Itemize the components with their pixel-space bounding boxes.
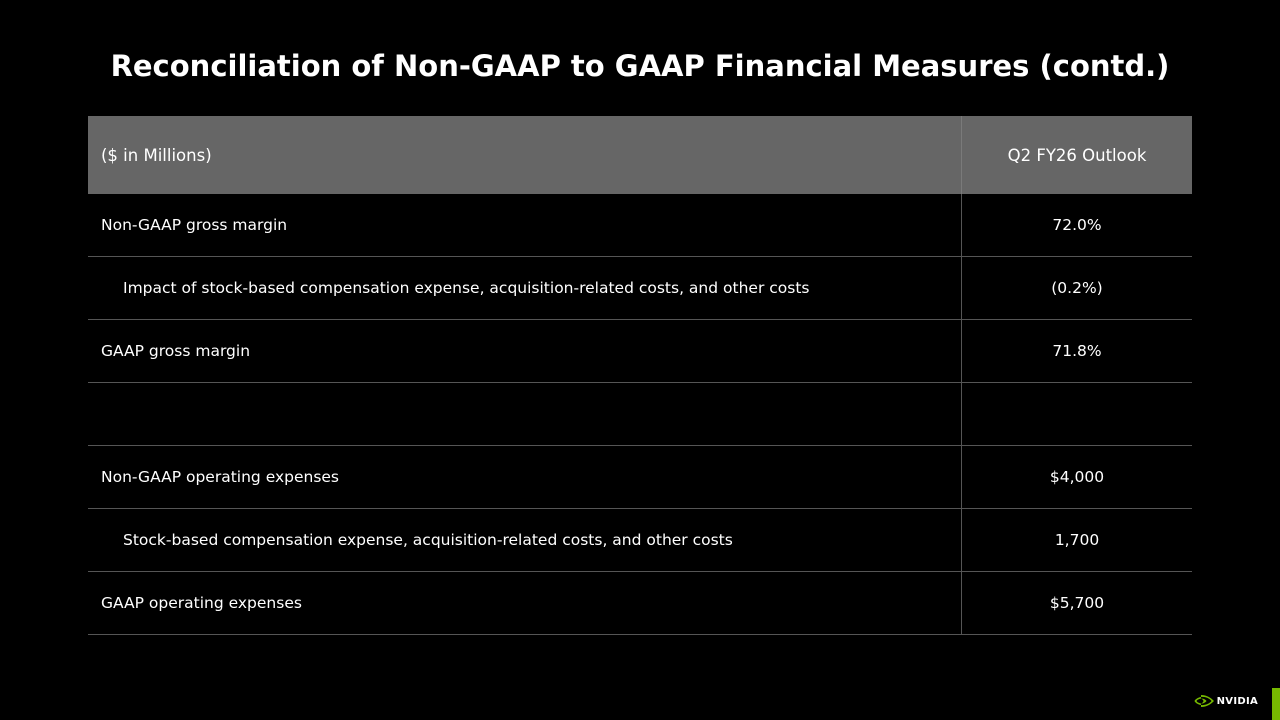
row-label: Non-GAAP gross margin <box>88 194 962 256</box>
row-value: $4,000 <box>1049 468 1105 486</box>
table-row <box>88 509 1192 572</box>
logo-text: NVIDIA <box>1216 695 1258 707</box>
reconciliation-table <box>88 116 1192 635</box>
row-label: Impact of stock-based compensation expense, acquisition-related costs, and other costs <box>88 257 962 319</box>
table-row <box>88 194 1192 257</box>
header-label: ($ in Millions) <box>88 116 962 194</box>
row-value: (0.2%) <box>1051 279 1103 297</box>
table-row <box>88 446 1192 509</box>
table-row-empty <box>88 383 1192 446</box>
row-label: Non-GAAP operating expenses <box>88 446 962 508</box>
row-value: 1,700 <box>1054 531 1100 549</box>
row-value: 71.8% <box>1052 342 1102 360</box>
brand-accent-bar <box>1272 688 1280 720</box>
row-value: 72.0% <box>1052 216 1102 234</box>
row-label: GAAP operating expenses <box>88 572 962 634</box>
table-header-row <box>88 116 1192 194</box>
row-value: $5,700 <box>1049 594 1105 612</box>
nvidia-logo <box>1194 695 1258 707</box>
table-row <box>88 257 1192 320</box>
row-value <box>962 383 1192 445</box>
page-title: Reconciliation of Non-GAAP to GAAP Financial Measures (contd.) <box>110 49 1170 83</box>
header-value: Q2 FY26 Outlook <box>1007 145 1147 165</box>
table-row <box>88 572 1192 635</box>
row-label: Stock-based compensation expense, acquisition-related costs, and other costs <box>88 509 962 571</box>
row-label: GAAP gross margin <box>88 320 962 382</box>
nvidia-eye-icon <box>1194 695 1214 707</box>
table-row <box>88 320 1192 383</box>
row-label <box>88 383 962 445</box>
